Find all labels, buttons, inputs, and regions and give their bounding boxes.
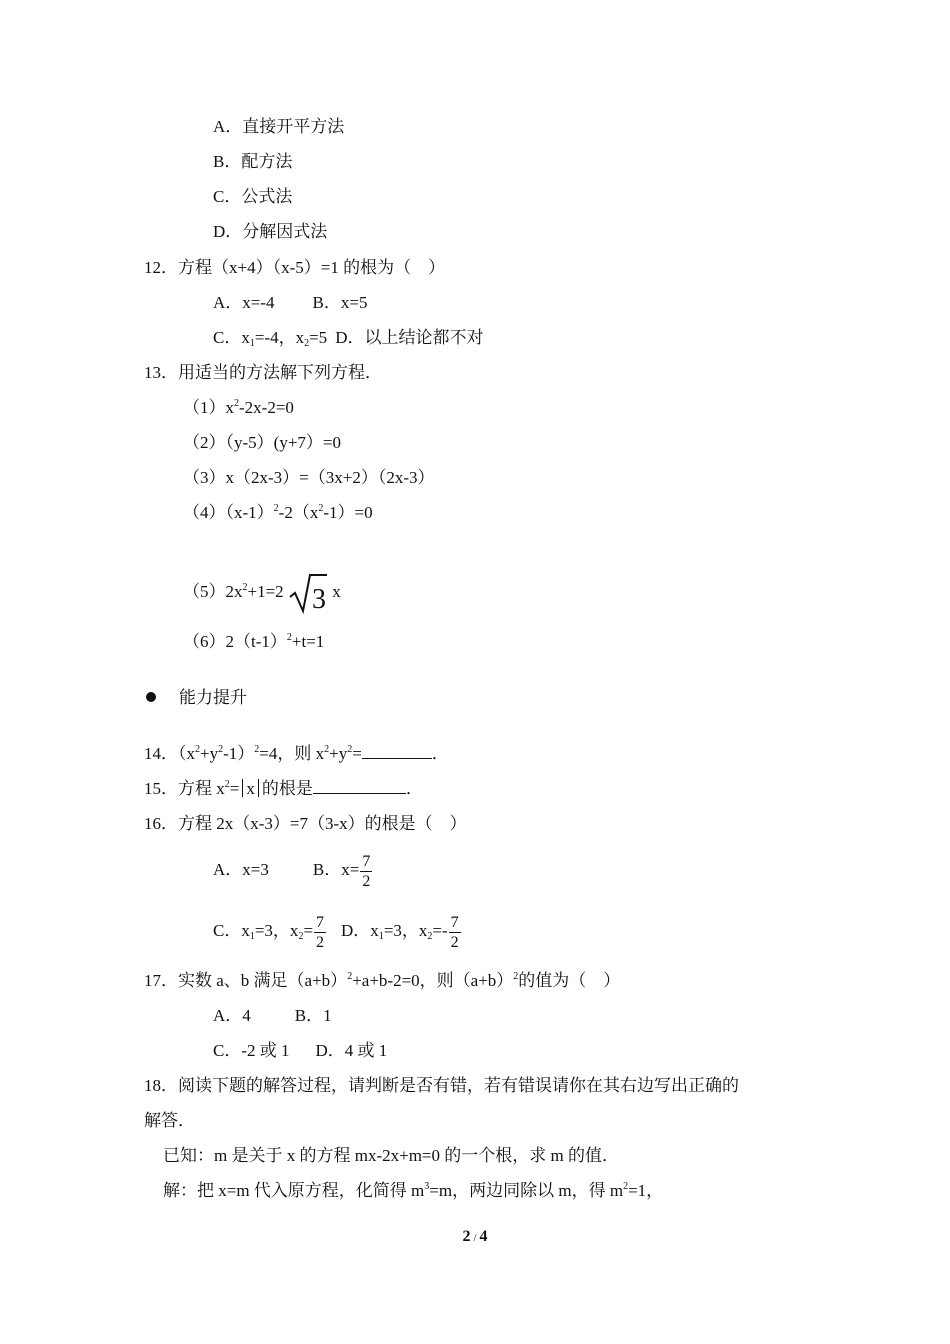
q13-part-2: （2）（y-5）(y+7）=0	[183, 433, 341, 452]
q15: 15．方程 $x^2= x$ 的根是 ．	[144, 779, 423, 798]
q17-option-b: B．1	[294, 1006, 332, 1025]
q17-options-row1	[213, 1005, 332, 1027]
q11-option-c: C．公式法	[213, 187, 293, 206]
q16-option-b: B．x= $\frac{7}{2}$	[312, 852, 371, 890]
section-heading: 能力提升	[146, 687, 247, 709]
q18-solution: 解：把 x=m 代入原方程，化简得 $m^3=m$，两边同除以 m，得 $m^2=1$，	[163, 1181, 664, 1200]
q11-option-b: B．配方法	[213, 152, 293, 171]
bullet-icon	[146, 692, 156, 702]
q16-options-row1	[213, 848, 373, 892]
q16-options-row2	[213, 909, 462, 953]
q18-line2: 解答．	[144, 1111, 195, 1130]
q13-part-5: $(5)2x^2+1=2$ 3 x	[183, 570, 341, 615]
page-number: 2 / 4	[462, 1228, 488, 1245]
q13-part-4: $(4)(x-1)^2-2(x^2-1)=0$	[183, 503, 373, 522]
q17-option-a: A．4	[213, 1006, 251, 1025]
q12-option-c: C．$x_1=-4$，$x_2=5$	[213, 328, 328, 349]
q16-stem: 16．方程 2x（x-3）=7（3-x）的根是（ ）	[144, 814, 467, 833]
q13-stem: 13．用适当的方法解下列方程．	[144, 363, 382, 382]
q17-option-d: D．4 或 1	[315, 1041, 388, 1060]
q17-option-c: C．-2 或 1	[213, 1041, 290, 1060]
q16-option-d: D．$x_1=3$，$x_2=-$ $\frac{7}{2}$	[341, 913, 459, 951]
answer-blank[interactable]	[313, 778, 406, 794]
sqrt-radicand: 3	[311, 584, 326, 616]
abs-bar-right	[258, 779, 259, 797]
q13-part-1: $(1)x^2-2x-2=0$	[183, 398, 294, 417]
q18-line1: 18．阅读下题的解答过程，请判断是否有错，若有错误请你在其右边写出正确的	[144, 1076, 739, 1095]
q13-part-3: （3）x（2x-3）=（3x+2）（2x-3）	[183, 468, 435, 487]
fraction: $\frac{7}{2}$	[316, 913, 325, 951]
q17-options-row2	[213, 1040, 387, 1062]
q12-option-d: D．以上结论都不对	[335, 328, 484, 347]
q12-options-row1	[213, 292, 367, 314]
fraction: $\frac{7}{2}$	[362, 852, 371, 890]
q16-option-a: A．x=3	[213, 860, 269, 879]
q17-stem: 17．实数 a、b 满足$(a+b)^2+a+b-2=0$，则$(a+b)^2$的值为（ ）	[144, 971, 621, 990]
square-root-icon	[288, 571, 328, 615]
q16-option-c: C．$x_1=3$，$x_2=$ $\frac{7}{2}$	[213, 913, 325, 951]
q12-options-row2	[213, 327, 483, 349]
q12-stem: 12．方程（x+4）（x-5）=1 的根为（ ）	[144, 258, 446, 277]
q12-option-b: B．x=5	[312, 293, 368, 312]
answer-blank[interactable]	[362, 743, 432, 759]
q11-option-a: A．直接开平方法	[213, 117, 345, 136]
q13-part-6: $(6)2(t-1)^2+t=1$	[183, 632, 325, 651]
fraction: $\frac{7}{2}$	[450, 913, 459, 951]
q14: 14．$(x^2+y^2-1)^2=4$，则 $x^2+y^2=$ ．	[144, 744, 449, 763]
q12-option-a: A．x=-4	[213, 293, 275, 312]
q11-option-d: D．分解因式法	[213, 222, 328, 241]
abs-bar-left	[242, 779, 243, 797]
q18-given: 已知：m 是关于 x 的方程 mx-2x+m=0 的一个根，求 m 的值．	[163, 1146, 619, 1165]
